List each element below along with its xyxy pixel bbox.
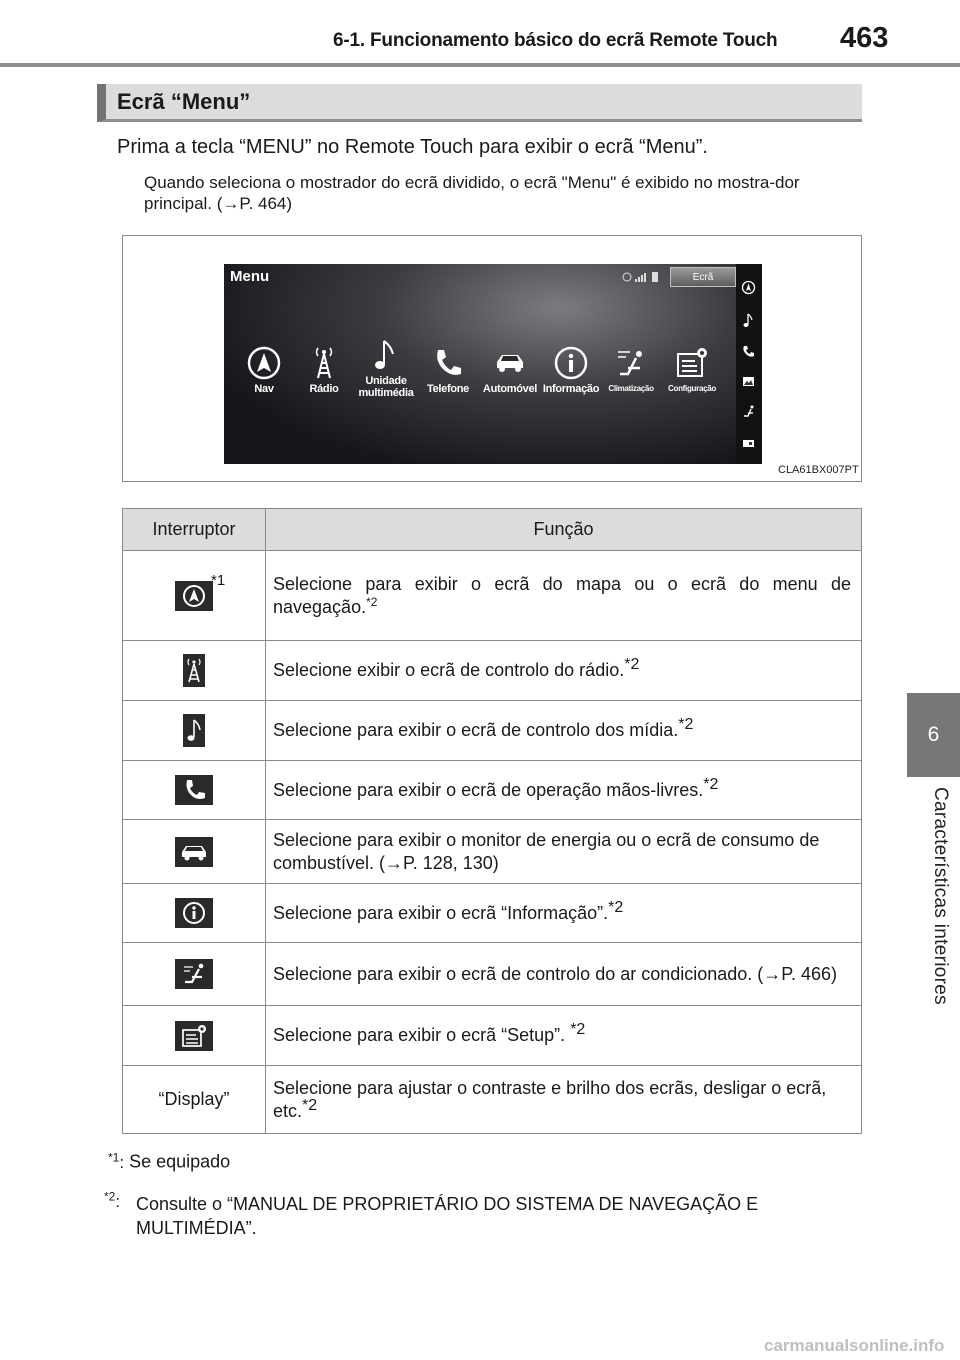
menu-item-setup[interactable] (656, 346, 728, 395)
menu-item-label: Climatização (608, 384, 654, 393)
footnote-mark: *2 (302, 1096, 318, 1114)
menu-item-label: Informação (542, 383, 600, 395)
climate-seat-icon[interactable] (741, 404, 756, 419)
car-icon (493, 346, 527, 380)
function-text: Selecione para exibir o ecrã de controlo do ar condicionado. (→P. 466) (273, 963, 838, 984)
car-icon (175, 837, 213, 867)
status-icons (622, 270, 666, 284)
table-row (123, 701, 862, 761)
footnote-mark: *2 (366, 594, 378, 609)
screen-display-tab[interactable]: Ecrã (670, 267, 736, 287)
switch-cell (123, 641, 266, 701)
chapter-number: 6 (927, 723, 940, 746)
function-text: Selecione para exibir o ecrã de controlo dos mídia. (273, 720, 679, 740)
switch-cell (123, 701, 266, 761)
footnote-text: Se equipado (129, 1151, 231, 1172)
menu-item-label: Nav (254, 383, 274, 395)
settings-list-icon (675, 346, 709, 380)
phone-icon[interactable] (741, 344, 756, 359)
function-cell (266, 943, 862, 1006)
music-note-icon[interactable] (741, 313, 756, 328)
section-heading: Ecrã “Menu” (97, 84, 862, 122)
footnote-2 (104, 1184, 859, 1240)
switch-cell (123, 884, 266, 943)
image-icon[interactable] (741, 374, 756, 389)
function-text: Selecione para exibir o ecrã “Informação”. (273, 902, 609, 923)
function-text: Selecione para ajustar o contraste e brilho dos ecrãs, desligar o ecrã, etc. (273, 1077, 827, 1121)
function-cell (266, 820, 862, 884)
info-icon (554, 346, 588, 380)
music-note-icon (183, 714, 205, 747)
footnote-mark: *2 (608, 898, 624, 916)
page-number: 463 (840, 22, 889, 54)
footnote-mark: $^{*2}$: (104, 1189, 121, 1211)
header-rule (0, 63, 960, 67)
switch-cell (123, 1006, 266, 1066)
phone-icon (175, 775, 213, 805)
screen-side-strip (736, 264, 762, 464)
function-table (122, 508, 862, 1134)
switch-cell (123, 820, 266, 884)
nav-icon[interactable] (741, 280, 756, 295)
table-row (123, 641, 862, 701)
menu-item-label: Telefone (426, 383, 469, 395)
switch-cell (123, 1066, 266, 1134)
function-text: Selecione para exibir o ecrã do mapa ou o ecrã do menu de navegação. (273, 573, 851, 617)
footnote-mark: *2 (678, 716, 694, 733)
function-cell (266, 641, 862, 701)
menu-screen-figure (122, 235, 862, 482)
figure-code: CLA61BX007PT (778, 464, 859, 476)
footnote-text: Consulte o “MANUAL DE PROPRIETÁRIO DO SISTEMA DE NAVEGAÇÃO E MULTIMÉDIA”. (136, 1193, 759, 1238)
function-cell (266, 1066, 862, 1134)
column-header-switch: Interruptor (123, 509, 266, 551)
function-text: Selecione para exibir o ecrã de operação mãos-livres. (273, 779, 704, 800)
display-icon[interactable] (741, 436, 756, 451)
function-cell (266, 884, 862, 943)
menu-item-label: Automóvel (482, 383, 538, 395)
menu-item-label: Configuração (668, 384, 716, 393)
screen-title: Menu (230, 268, 270, 285)
nav-icon (247, 346, 281, 380)
function-cell (266, 1006, 862, 1066)
table-row (123, 820, 862, 884)
function-text: Selecione para exibir o monitor de energia ou o ecrã de consumo de combustível. (→P. 128, 130) (273, 829, 820, 873)
watermark: carmanualsonline.info (764, 1336, 945, 1355)
music-note-icon (369, 338, 403, 372)
radio-tower-icon (183, 654, 205, 687)
note-text: Quando seleciona o mostrador do ecrã dividido, o ecrã "Menu" é exibido no mostra-dor principal. (→P. 464) (144, 173, 800, 213)
footnote-mark: $^{*1}$: (108, 1150, 125, 1172)
switch-cell (123, 551, 266, 641)
phone-icon (431, 346, 465, 380)
switch-footnote-mark: *1 (211, 572, 226, 589)
table-row (123, 761, 862, 820)
function-text: Selecione exibir o ecrã de controlo do rádio. (273, 660, 625, 680)
switch-text: “Display” (158, 1089, 230, 1109)
climate-seat-icon (175, 959, 213, 989)
menu-item-label: Unidade multimédia (358, 375, 414, 399)
menu-item-label: Rádio (309, 383, 339, 395)
function-text: Selecione para exibir o ecrã “Setup”. (273, 1025, 566, 1045)
column-header-function: Função (266, 509, 862, 551)
table-header-row (123, 509, 862, 551)
table-row (123, 884, 862, 943)
radio-tower-icon (307, 346, 341, 380)
table-row (123, 551, 862, 641)
table-row (123, 943, 862, 1006)
chapter-label: Características interiores (930, 787, 951, 1005)
intro-text: Prima a tecla “MENU” no Remote Touch para exibir o ecrã “Menu”. (117, 136, 708, 158)
settings-list-icon (175, 1021, 213, 1051)
footnote-mark: *2 (570, 1021, 586, 1038)
switch-cell (123, 761, 266, 820)
menu-screen (224, 264, 762, 464)
footnote-mark: *2 (703, 775, 719, 793)
function-cell (266, 551, 862, 641)
switch-cell (123, 943, 266, 1006)
table-row (123, 1066, 862, 1134)
info-icon (175, 898, 213, 928)
function-cell (266, 701, 862, 761)
chapter-tab (907, 693, 960, 777)
running-header: 6-1. Funcionamento básico do ecrã Remote Touch (333, 30, 778, 51)
footnote-1 (108, 1150, 230, 1173)
function-cell (266, 761, 862, 820)
nav-icon (175, 581, 213, 611)
footnote-mark: *2 (624, 656, 640, 673)
table-row (123, 1006, 862, 1066)
climate-seat-icon (614, 346, 648, 380)
